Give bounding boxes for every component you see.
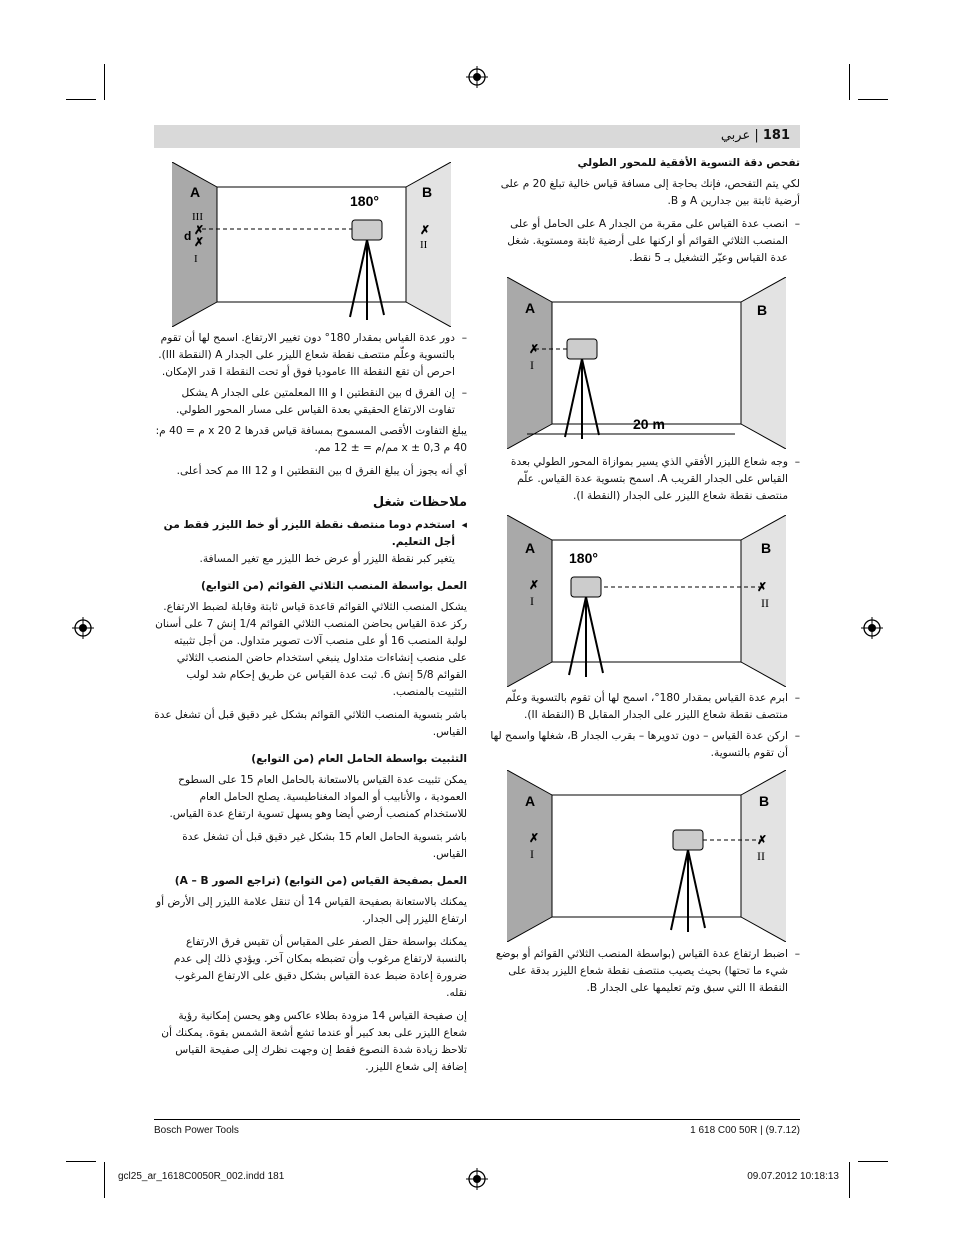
wall-a-label: A bbox=[525, 793, 536, 809]
angle-label: 180° bbox=[569, 550, 598, 566]
point-iii-label: III bbox=[192, 211, 203, 223]
crop-mark bbox=[66, 1161, 96, 1162]
point-ii-label: II bbox=[757, 849, 765, 863]
registration-mark-icon bbox=[861, 617, 883, 639]
footer-rule bbox=[154, 1119, 800, 1120]
diff-label: d bbox=[184, 229, 192, 243]
list-item: – دور عدة القياس بمقدار 180° دون تغيير الارتفاع. اسمح لها أن تقوم بالتسوية وعلّم منتصف نقطة شعاع الليزر على الجدار A (النقطة III). احرص أن تقع النقطة III عاموديا فوق أو تحت النقطة I قدر الإمكان. bbox=[154, 330, 467, 381]
mark-x-icon: ✗ bbox=[757, 580, 768, 594]
mark-x-icon: ✗ bbox=[529, 578, 540, 592]
section-heading: العمل بواسطة المنصب الثلاثي القوائم (من التوابع) bbox=[200, 580, 467, 592]
paragraph: إن صفيحة القياس 14 مزودة بطلاء عاكس وهو يحسن إمكانية رؤية شعاع الليزر على بعد كبير أو عندما تشع أشعة الشمس بقوة. يمكنك أن تلاحظ زيادة شدة النصوع فقط إن وجهت نظرك إلى صفيحة القياس إضافة إلى شعاع الليزر. bbox=[161, 1010, 467, 1073]
paragraph: يتغير كبر نقطة الليزر أو عرض خط الليزر مع تغير المسافة. bbox=[199, 553, 455, 565]
point-i-label: I bbox=[530, 847, 534, 861]
wall-b-label: B bbox=[761, 540, 772, 556]
footer-brand: Bosch Power Tools bbox=[154, 1125, 239, 1136]
mark-x-icon: ✗ bbox=[757, 833, 768, 847]
registration-mark-icon bbox=[466, 1168, 488, 1190]
angle-label: 180° bbox=[350, 193, 379, 209]
section-heading: التثبيت بواسطة الحامل العام (من التوابع) bbox=[251, 753, 467, 765]
crop-mark bbox=[849, 64, 850, 100]
paragraph: يمكن تثبيت عدة القياس بالاستعانة بالحامل العام 15 على السطوح العمودية ، والأنابيب أو المواد المغناطيسية. يصلح الحامل العام للاستخدام كمنصب أرضي أيضا وهو يسهل تسوية ارتفاع عدة القياس. bbox=[169, 774, 467, 820]
list-item: – اضبط ارتفاع عدة القياس (بواسطة المنصب الثلاثي القوائم أو بوضع شيء ما تحتها) بحيث يصيب منتصف نقطة شعاع الليزر بدقة على النقطة II التي سبق وتم تعليمها على الجدار B. bbox=[487, 946, 800, 1001]
paragraph: باشر بتسوية الحامل العام 15 بشكل غير دقيق قبل أن تشغل عدة القياس. bbox=[182, 831, 467, 860]
wall-b-label: B bbox=[422, 184, 433, 200]
left-column bbox=[154, 330, 467, 1082]
figure-return-wall-a bbox=[172, 162, 451, 327]
page-header bbox=[154, 125, 800, 148]
footer-docnumber: 1 618 C00 50R | (9.7.12) bbox=[690, 1125, 800, 1136]
paragraph: باشر بتسوية المنصب الثلاثي القوائم بشكل غير دقيق قبل أن تشغل عدة القياس. bbox=[154, 709, 467, 738]
distance-label: 20 m bbox=[633, 416, 665, 432]
paragraph: يمكنك بواسطة حقل الصفر على المقياس أن تقيس فرق الارتفاع بالنسبة لارتفاع مرغوب وأن تضبطه بمكان آخر. ويؤدي ذلك إلى عدم ضرورة إعادة ضبط عدة القياس بشكل دقيق على الارتفاع المرغوب نقله. bbox=[173, 936, 467, 999]
right-column bbox=[487, 155, 800, 271]
list-item: – إن الفرق d بين النقطتين I و III المعلمتين على الجدار A يشكل تفاوت الارتفاع الحقيقي بعدة القياس على مسار المحور الطولي. bbox=[154, 385, 467, 419]
figure-near-wall-b bbox=[507, 770, 786, 942]
list-item: – انصب عدة القياس على مقربة من الجدار A على الحامل أو على المنصب الثلاثي القوائم أو اركنها على أرضية ثابتة ومستوية. شغل عدة القياس وعيّر التشغيل بـ 5 نقط. bbox=[487, 216, 800, 267]
wall-a-label: A bbox=[190, 184, 201, 200]
figure-distance-setup bbox=[507, 277, 786, 449]
wall-a-label: A bbox=[525, 300, 536, 316]
figure-rotate-180 bbox=[507, 515, 786, 687]
point-i-label: I bbox=[194, 253, 198, 265]
list-item: – وجه شعاع الليزر الأفقي الذي يسير بموازاة المحور الطولي بعدة القياس على الجدار القريب A. اسمح بتسوية عدة القياس. علّم منتصف نقطة شعاع الليزر على الجدار (النقطة I). bbox=[487, 454, 800, 509]
registration-mark-icon bbox=[72, 617, 94, 639]
wall-b-label: B bbox=[759, 793, 770, 809]
crop-mark bbox=[66, 99, 96, 100]
mark-x-icon: ✗ bbox=[194, 223, 205, 237]
paragraph: يشكل المنصب الثلاثي القوائم قاعدة قياس ثابتة وقابلة لضبط الارتفاع. ركز عدة القياس بحاضن المنصب الثلاثي القوائم 1/4 إنش 7 على أسنان لولبة المنصب 16 أو على منصب آلات تصوير متداول. من أجل تثبيته على منصب إنشاءات متداول ينبغي استخدام حاضن المنصب الثلاثي القوائم 5/8 إنش 6. ثبت عدة القياس عن طريق إحكام شد لولب التثبيت بالمنصب. bbox=[155, 601, 467, 698]
note-bold: ◂ استخدم دوما منتصف نقطة الليزر أو خط الليزر فقط من أجل التعليم. bbox=[154, 517, 467, 551]
mark-x-icon: ✗ bbox=[194, 235, 205, 249]
page-title: 181 | عربي bbox=[720, 128, 790, 143]
mark-x-icon: ✗ bbox=[529, 831, 540, 845]
paragraph: يبلغ التفاوت الأقصى المسموح بمسافة قياس قدرها 2 x 20 م = 40 م: 40 م x ± 0,3 مم/م = ± 12 مم. bbox=[155, 425, 467, 454]
wall-b-label: B bbox=[757, 302, 768, 318]
section-heading: العمل بصفيحة القياس (من التوابع) (تراجع الصور A – B) bbox=[174, 875, 467, 887]
paragraph: لكي يتم التفحص، فإنك بحاجة إلى مسافة قياس خالية تبلغ 20 م على أرضية ثابتة بين جدارين A و B. bbox=[500, 178, 800, 207]
slug-file: gcl25_ar_1618C0050R_002.indd 181 bbox=[118, 1171, 285, 1182]
mark-x-icon: ✗ bbox=[420, 223, 431, 237]
list-item: – ابرم عدة القياس بمقدار 180°، اسمح لها أن تقوم بالتسوية وعلّم منتصف نقطة شعاع الليزر على الجدار المقابل B (النقطة II). – اركن عدة القياس – دون تدويرها – بقرب الجدار B، شغلها واسمح لها أن تقوم بالتسوية. bbox=[487, 690, 800, 766]
point-i-label: I bbox=[530, 594, 534, 608]
section-heading: ملاحظات شغل bbox=[372, 495, 467, 510]
slug-date: 09.07.2012 10:18:13 bbox=[747, 1171, 839, 1182]
crop-mark bbox=[858, 1161, 888, 1162]
page-number: 181 bbox=[762, 128, 790, 143]
crop-mark bbox=[849, 1162, 850, 1198]
point-i-label: I bbox=[530, 358, 534, 372]
section-heading: تفحص دقة التسوية الأفقية للمحور الطولي bbox=[577, 157, 800, 169]
point-ii-label: II bbox=[420, 239, 428, 251]
paragraph: أي أنه يجوز أن يبلغ الفرق d بين النقطتين I و III 12 مم كحد أعلى. bbox=[176, 465, 467, 477]
wall-a-label: A bbox=[525, 540, 536, 556]
language-label: عربي bbox=[720, 128, 751, 143]
crop-mark bbox=[104, 64, 105, 100]
registration-mark-icon bbox=[466, 66, 488, 88]
crop-mark bbox=[104, 1162, 105, 1198]
paragraph: يمكنك بالاستعانة بصفيحة القياس 14 أن تنقل علامة الليزر إلى الأرض أو ارتفاع الليزر إلى الجدار. bbox=[156, 896, 467, 925]
mark-x-icon: ✗ bbox=[529, 342, 540, 356]
point-ii-label: II bbox=[761, 596, 769, 610]
crop-mark bbox=[858, 99, 888, 100]
